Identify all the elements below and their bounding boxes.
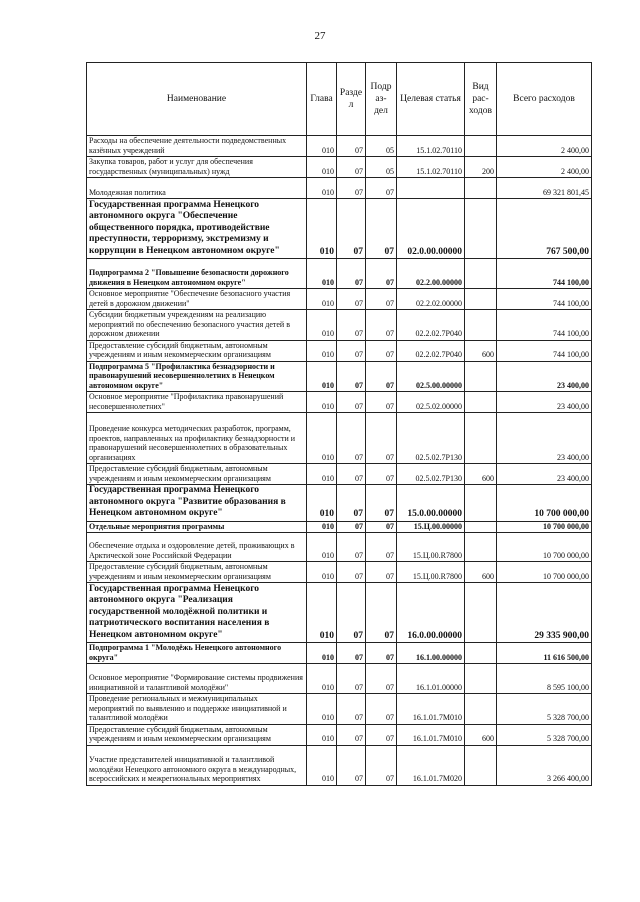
cell-target: 15.Ц.00.R7800 bbox=[397, 562, 465, 583]
table-row bbox=[87, 199, 592, 259]
cell-target: 02.2.02.7Р040 bbox=[397, 340, 465, 361]
cell-target: 02.5.00.00000 bbox=[397, 361, 465, 392]
cell-name: Государственная программа Ненецкого автономного округа "Развитие образования в Ненецком автономном округе" bbox=[87, 485, 307, 522]
cell-target: 16.1.01.7М010 bbox=[397, 694, 465, 725]
table-row bbox=[87, 289, 592, 310]
header-section: Разде л bbox=[337, 63, 366, 136]
cell-subsection: 07 bbox=[366, 289, 397, 310]
cell-total: 5 328 700,00 bbox=[497, 694, 592, 725]
table-row bbox=[87, 724, 592, 745]
cell-total: 10 700 000,00 bbox=[497, 485, 592, 522]
cell-name: Государственная программа Ненецкого автономного округа "Обеспечение общественного порядка, противодействие преступности, терроризму, экстремизму и коррупции в Ненецком автономном округе" bbox=[87, 199, 307, 259]
cell-section: 07 bbox=[337, 745, 366, 785]
cell-subsection: 07 bbox=[366, 583, 397, 643]
header-chapter: Глава bbox=[307, 63, 337, 136]
cell-target: 16.1.01.00000 bbox=[397, 664, 465, 694]
cell-total: 744 100,00 bbox=[497, 289, 592, 310]
cell-section: 07 bbox=[337, 259, 366, 289]
cell-total: 29 335 900,00 bbox=[497, 583, 592, 643]
cell-total: 11 616 500,00 bbox=[497, 643, 592, 664]
table-row bbox=[87, 464, 592, 485]
table-row bbox=[87, 310, 592, 341]
cell-section: 07 bbox=[337, 664, 366, 694]
cell-chapter: 010 bbox=[307, 413, 337, 464]
page-number: 27 bbox=[314, 30, 326, 42]
cell-total: 2 400,00 bbox=[497, 157, 592, 178]
cell-target: 02.5.02.00000 bbox=[397, 392, 465, 413]
cell-section: 07 bbox=[337, 157, 366, 178]
cell-exptype: 600 bbox=[465, 724, 497, 745]
cell-name: Предоставление субсидий бюджетным, автономным учреждениям и иным некоммерческим организациям bbox=[87, 724, 307, 745]
cell-exptype bbox=[465, 583, 497, 643]
cell-exptype bbox=[465, 694, 497, 725]
cell-target: 02.2.02.7Р040 bbox=[397, 310, 465, 341]
cell-total: 3 266 400,00 bbox=[497, 745, 592, 785]
table-row bbox=[87, 745, 592, 785]
cell-section: 07 bbox=[337, 136, 366, 157]
cell-subsection: 07 bbox=[366, 533, 397, 562]
cell-exptype bbox=[465, 259, 497, 289]
cell-total: 2 400,00 bbox=[497, 136, 592, 157]
header-exptype: Вид рас- ходов bbox=[465, 63, 497, 136]
cell-name: Проведение конкурса методических разработок, программ, проектов, направленных на профилактику безнадзорности и правонарушений несовершеннолетних в образовательных организациях bbox=[87, 413, 307, 464]
cell-target: 16.0.00.00000 bbox=[397, 583, 465, 643]
table-row bbox=[87, 340, 592, 361]
cell-exptype: 200 bbox=[465, 157, 497, 178]
cell-subsection: 07 bbox=[366, 724, 397, 745]
cell-exptype bbox=[465, 289, 497, 310]
cell-target: 16.1.01.7М010 bbox=[397, 724, 465, 745]
cell-target: 02.0.00.00000 bbox=[397, 199, 465, 259]
cell-chapter: 010 bbox=[307, 178, 337, 199]
table-row bbox=[87, 485, 592, 522]
cell-chapter: 010 bbox=[307, 464, 337, 485]
cell-target: 15.1.02.70110 bbox=[397, 157, 465, 178]
cell-subsection: 07 bbox=[366, 259, 397, 289]
cell-subsection: 07 bbox=[366, 199, 397, 259]
cell-chapter: 010 bbox=[307, 745, 337, 785]
cell-name: Обеспечение отдыха и оздоровление детей, проживающих в Арктической зоне Российской Федерации bbox=[87, 533, 307, 562]
cell-target: 15.0.00.00000 bbox=[397, 485, 465, 522]
cell-chapter: 010 bbox=[307, 643, 337, 664]
cell-section: 07 bbox=[337, 413, 366, 464]
cell-total: 5 328 700,00 bbox=[497, 724, 592, 745]
cell-exptype bbox=[465, 361, 497, 392]
table-row bbox=[87, 664, 592, 694]
table-row bbox=[87, 533, 592, 562]
cell-name: Закупка товаров, работ и услуг для обеспечения государственных (муниципальных) нужд bbox=[87, 157, 307, 178]
cell-chapter: 010 bbox=[307, 664, 337, 694]
cell-exptype bbox=[465, 310, 497, 341]
cell-name: Расходы на обеспечение деятельности подведомственных казённых учреждений bbox=[87, 136, 307, 157]
cell-name: Государственная программа Ненецкого автономного округа "Реализация государственной молодёжной политики и патриотического воспитания населения в Ненецком автономном округе" bbox=[87, 583, 307, 643]
cell-name: Предоставление субсидий бюджетным, автономным учреждениям и иным некоммерческим организациям bbox=[87, 464, 307, 485]
cell-subsection: 07 bbox=[366, 664, 397, 694]
cell-subsection: 07 bbox=[366, 485, 397, 522]
cell-subsection: 07 bbox=[366, 521, 397, 533]
table-row bbox=[87, 562, 592, 583]
cell-target: 02.5.02.7Р130 bbox=[397, 464, 465, 485]
cell-chapter: 010 bbox=[307, 521, 337, 533]
cell-target: 02.2.02.00000 bbox=[397, 289, 465, 310]
cell-section: 07 bbox=[337, 643, 366, 664]
cell-chapter: 010 bbox=[307, 310, 337, 341]
cell-target: 02.2.00.00000 bbox=[397, 259, 465, 289]
cell-subsection: 07 bbox=[366, 178, 397, 199]
cell-subsection: 07 bbox=[366, 310, 397, 341]
cell-exptype bbox=[465, 643, 497, 664]
cell-name: Отдельные мероприятия программы bbox=[87, 521, 307, 533]
cell-name: Основное мероприятие "Обеспечение безопасного участия детей в дорожном движении" bbox=[87, 289, 307, 310]
cell-target bbox=[397, 178, 465, 199]
cell-section: 07 bbox=[337, 340, 366, 361]
cell-subsection: 05 bbox=[366, 157, 397, 178]
cell-subsection: 07 bbox=[366, 361, 397, 392]
cell-total: 23 400,00 bbox=[497, 464, 592, 485]
table-row bbox=[87, 259, 592, 289]
cell-name: Подпрограмма 5 "Профилактика безнадзорности и правонарушений несовершеннолетних в Ненецком автономном округе" bbox=[87, 361, 307, 392]
cell-chapter: 010 bbox=[307, 724, 337, 745]
header-total: Всего расходов bbox=[497, 63, 592, 136]
cell-exptype: 600 bbox=[465, 340, 497, 361]
cell-subsection: 07 bbox=[366, 392, 397, 413]
cell-exptype bbox=[465, 745, 497, 785]
cell-chapter: 010 bbox=[307, 157, 337, 178]
cell-chapter: 010 bbox=[307, 199, 337, 259]
cell-target: 16.1.00.00000 bbox=[397, 643, 465, 664]
table-row bbox=[87, 392, 592, 413]
cell-exptype: 600 bbox=[465, 562, 497, 583]
cell-exptype bbox=[465, 485, 497, 522]
cell-total: 10 700 000,00 bbox=[497, 562, 592, 583]
cell-exptype bbox=[465, 521, 497, 533]
cell-section: 07 bbox=[337, 724, 366, 745]
cell-section: 07 bbox=[337, 199, 366, 259]
cell-chapter: 010 bbox=[307, 562, 337, 583]
cell-name: Проведение региональных и межмуниципальных мероприятий по выявлению и поддержке инициативной и талантливой молодёжи bbox=[87, 694, 307, 725]
table-row bbox=[87, 583, 592, 643]
cell-exptype bbox=[465, 199, 497, 259]
cell-subsection: 07 bbox=[366, 340, 397, 361]
cell-name: Подпрограмма 1 "Молодёжь Ненецкого автономного округа" bbox=[87, 643, 307, 664]
table-row bbox=[87, 521, 592, 533]
cell-exptype bbox=[465, 136, 497, 157]
cell-section: 07 bbox=[337, 562, 366, 583]
cell-exptype: 600 bbox=[465, 464, 497, 485]
cell-total: 767 500,00 bbox=[497, 199, 592, 259]
table-row bbox=[87, 157, 592, 178]
cell-section: 07 bbox=[337, 289, 366, 310]
cell-total: 744 100,00 bbox=[497, 310, 592, 341]
cell-subsection: 05 bbox=[366, 136, 397, 157]
cell-section: 07 bbox=[337, 533, 366, 562]
cell-name: Молодежная политика bbox=[87, 178, 307, 199]
cell-exptype bbox=[465, 664, 497, 694]
cell-section: 07 bbox=[337, 521, 366, 533]
cell-section: 07 bbox=[337, 694, 366, 725]
cell-section: 07 bbox=[337, 310, 366, 341]
table-header-row bbox=[87, 63, 592, 136]
cell-total: 744 100,00 bbox=[497, 259, 592, 289]
cell-section: 07 bbox=[337, 178, 366, 199]
cell-chapter: 010 bbox=[307, 361, 337, 392]
cell-subsection: 07 bbox=[366, 413, 397, 464]
table-row bbox=[87, 178, 592, 199]
header-subsection: Подр аз- дел bbox=[366, 63, 397, 136]
cell-subsection: 07 bbox=[366, 562, 397, 583]
cell-target: 15.1.02.70110 bbox=[397, 136, 465, 157]
cell-name: Предоставление субсидий бюджетным, автономным учреждениям и иным некоммерческим организациям bbox=[87, 340, 307, 361]
cell-section: 07 bbox=[337, 583, 366, 643]
header-target: Целевая статья bbox=[397, 63, 465, 136]
cell-name: Основное мероприятие "Профилактика правонарушений несовершеннолетних" bbox=[87, 392, 307, 413]
cell-total: 23 400,00 bbox=[497, 392, 592, 413]
cell-total: 744 100,00 bbox=[497, 340, 592, 361]
cell-section: 07 bbox=[337, 485, 366, 522]
cell-target: 15.Ц.00.00000 bbox=[397, 521, 465, 533]
table-row bbox=[87, 136, 592, 157]
table-row bbox=[87, 643, 592, 664]
cell-chapter: 010 bbox=[307, 533, 337, 562]
header-name: Наименование bbox=[87, 63, 307, 136]
cell-total: 8 595 100,00 bbox=[497, 664, 592, 694]
cell-total: 23 400,00 bbox=[497, 413, 592, 464]
cell-subsection: 07 bbox=[366, 464, 397, 485]
cell-chapter: 010 bbox=[307, 259, 337, 289]
budget-table bbox=[86, 62, 592, 786]
cell-chapter: 010 bbox=[307, 136, 337, 157]
cell-chapter: 010 bbox=[307, 289, 337, 310]
cell-subsection: 07 bbox=[366, 643, 397, 664]
cell-subsection: 07 bbox=[366, 694, 397, 725]
cell-name: Предоставление субсидий бюджетным, автономным учреждениям и иным некоммерческим организациям bbox=[87, 562, 307, 583]
table-row bbox=[87, 413, 592, 464]
cell-total: 69 321 801,45 bbox=[497, 178, 592, 199]
cell-chapter: 010 bbox=[307, 694, 337, 725]
cell-name: Участие представителей инициативной и талантливой молодёжи Ненецкого автономного округа в международных, всероссийских и межрегиональных мероприятиях bbox=[87, 745, 307, 785]
cell-target: 02.5.02.7Р130 bbox=[397, 413, 465, 464]
cell-chapter: 010 bbox=[307, 392, 337, 413]
cell-name: Подпрограмма 2 "Повышение безопасности дорожного движения в Ненецком автономном округе" bbox=[87, 259, 307, 289]
cell-chapter: 010 bbox=[307, 485, 337, 522]
cell-section: 07 bbox=[337, 464, 366, 485]
cell-total: 23 400,00 bbox=[497, 361, 592, 392]
cell-target: 16.1.01.7М020 bbox=[397, 745, 465, 785]
cell-subsection: 07 bbox=[366, 745, 397, 785]
table-row bbox=[87, 361, 592, 392]
cell-exptype bbox=[465, 178, 497, 199]
table-row bbox=[87, 694, 592, 725]
cell-name: Основное мероприятие "Формирование системы продвижения инициативной и талантливой молодёжи" bbox=[87, 664, 307, 694]
cell-total: 10 700 000,00 bbox=[497, 521, 592, 533]
cell-section: 07 bbox=[337, 392, 366, 413]
cell-exptype bbox=[465, 413, 497, 464]
cell-section: 07 bbox=[337, 361, 366, 392]
cell-exptype bbox=[465, 392, 497, 413]
cell-chapter: 010 bbox=[307, 340, 337, 361]
cell-target: 15.Ц.00.R7800 bbox=[397, 533, 465, 562]
cell-exptype bbox=[465, 533, 497, 562]
cell-name: Субсидии бюджетным учреждениям на реализацию мероприятий по обеспечению безопасного участия детей в дорожном движении bbox=[87, 310, 307, 341]
cell-chapter: 010 bbox=[307, 583, 337, 643]
cell-total: 10 700 000,00 bbox=[497, 533, 592, 562]
